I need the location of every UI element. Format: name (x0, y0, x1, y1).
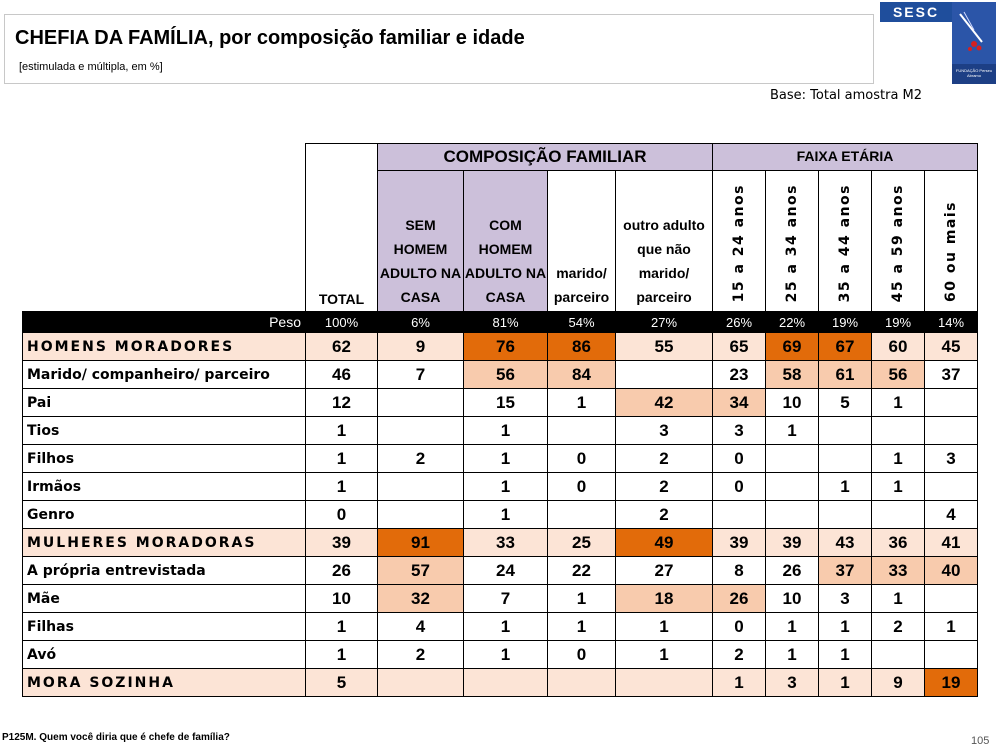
page-number: 105 (971, 735, 990, 747)
table-cell: 1 (306, 445, 378, 473)
row-label: Tios (23, 417, 306, 445)
table-row (23, 389, 978, 417)
table-cell: 3 (766, 669, 819, 697)
table-cell: 1 (464, 501, 548, 529)
table-cell: 7 (378, 361, 464, 389)
table-cell (925, 585, 978, 613)
table-cell: 39 (306, 529, 378, 557)
peso-label: Peso (23, 312, 306, 333)
table-cell: 61 (819, 361, 872, 389)
col-header-25-34-text: 25 a 34 anos (784, 183, 800, 302)
table-cell: 23 (713, 361, 766, 389)
table-cell: 2 (616, 501, 713, 529)
table-cell: 10 (306, 585, 378, 613)
table-cell (766, 445, 819, 473)
row-label: Genro (23, 501, 306, 529)
table-cell: 2 (616, 473, 713, 501)
peso-cell: 27% (616, 312, 713, 333)
table-cell: 39 (713, 529, 766, 557)
table-cell: 1 (819, 641, 872, 669)
page-subtitle: [estimulada e múltipla, em %] (19, 61, 163, 73)
table-cell: 2 (872, 613, 925, 641)
table-cell: 36 (872, 529, 925, 557)
table-cell (925, 389, 978, 417)
feather-icon (952, 2, 996, 64)
table-cell: 4 (378, 613, 464, 641)
table-cell: 1 (306, 613, 378, 641)
col-header-45-59 (872, 171, 925, 312)
table-cell: 3 (616, 417, 713, 445)
table-cell: 1 (819, 613, 872, 641)
table-cell: 19 (925, 669, 978, 697)
table-cell (766, 473, 819, 501)
table-cell (378, 473, 464, 501)
table-cell: 56 (464, 361, 548, 389)
table-cell: 2 (378, 641, 464, 669)
peso-cell: 81% (464, 312, 548, 333)
group-row (23, 529, 978, 557)
table-cell (819, 501, 872, 529)
table-cell: 46 (306, 361, 378, 389)
table-cell: 22 (548, 557, 616, 585)
table-cell: 37 (819, 557, 872, 585)
table-cell: 1 (766, 641, 819, 669)
table-cell: 12 (306, 389, 378, 417)
table-cell: 1 (306, 417, 378, 445)
table-cell: 55 (616, 333, 713, 361)
table-cell: 1 (616, 641, 713, 669)
col-header-outro: outro adulto que não marido/ parceiro (616, 171, 713, 312)
table-cell (548, 417, 616, 445)
table-cell: 18 (616, 585, 713, 613)
table-cell: 42 (616, 389, 713, 417)
table-row (23, 585, 978, 613)
table-cell: 1 (766, 613, 819, 641)
table-cell: 0 (548, 445, 616, 473)
table-cell: 0 (548, 641, 616, 669)
table-row (23, 417, 978, 445)
group-header-composicao (378, 144, 713, 171)
table-cell: 84 (548, 361, 616, 389)
row-label: MORA SOZINHA (23, 669, 306, 697)
col-header-sem-homem: SEM HOMEM ADULTO NA CASA (378, 171, 464, 312)
table-cell: 33 (464, 529, 548, 557)
table-cell: 2 (378, 445, 464, 473)
peso-cell: 6% (378, 312, 464, 333)
col-header-total: TOTAL (306, 144, 378, 312)
table-cell: 2 (713, 641, 766, 669)
table-cell: 1 (925, 613, 978, 641)
table-cell: 86 (548, 333, 616, 361)
peso-cell: 100% (306, 312, 378, 333)
table-cell: 1 (872, 585, 925, 613)
row-label: HOMENS MORADORES (23, 333, 306, 361)
row-label: Pai (23, 389, 306, 417)
table-cell: 1 (548, 613, 616, 641)
row-label: Filhos (23, 445, 306, 473)
table-cell: 41 (925, 529, 978, 557)
table-cell: 1 (548, 585, 616, 613)
table-cell (766, 501, 819, 529)
table-cell: 76 (464, 333, 548, 361)
table-cell (925, 417, 978, 445)
table-cell (872, 641, 925, 669)
table-cell: 26 (766, 557, 819, 585)
table-cell: 67 (819, 333, 872, 361)
table-cell (616, 361, 713, 389)
col-header-15-24-text: 15 a 24 anos (731, 183, 747, 302)
table-cell (819, 445, 872, 473)
table-cell (925, 473, 978, 501)
table-cell: 2 (616, 445, 713, 473)
table-cell: 4 (925, 501, 978, 529)
table-cell: 15 (464, 389, 548, 417)
table-cell (713, 501, 766, 529)
table-cell: 0 (713, 473, 766, 501)
table-row (23, 501, 978, 529)
row-label: Mãe (23, 585, 306, 613)
col-header-60-text: 60 ou mais (943, 201, 959, 302)
group-row (23, 669, 978, 697)
table-cell: 91 (378, 529, 464, 557)
col-header-60 (925, 171, 978, 312)
table-row (23, 473, 978, 501)
blank-corner-2 (23, 171, 306, 312)
table-cell (872, 501, 925, 529)
table-cell: 0 (713, 613, 766, 641)
table-cell: 26 (713, 585, 766, 613)
table-cell: 10 (766, 389, 819, 417)
title-box (4, 14, 874, 84)
table-cell: 3 (819, 585, 872, 613)
table-cell: 40 (925, 557, 978, 585)
table-cell: 1 (306, 641, 378, 669)
row-label: A própria entrevistada (23, 557, 306, 585)
table-cell (378, 389, 464, 417)
table-cell: 7 (464, 585, 548, 613)
table-cell: 1 (819, 473, 872, 501)
table-cell: 33 (872, 557, 925, 585)
table-cell: 58 (766, 361, 819, 389)
table-cell: 26 (306, 557, 378, 585)
table-cell: 65 (713, 333, 766, 361)
blank-corner (23, 144, 306, 171)
table-cell: 1 (819, 669, 872, 697)
table-cell: 25 (548, 529, 616, 557)
peso-row (23, 312, 978, 333)
base-note: Base: Total amostra M2 (770, 88, 923, 103)
table-cell: 27 (616, 557, 713, 585)
group-faixa-label: FAIXA ETÁRIA (796, 148, 894, 164)
row-label: Marido/ companheiro/ parceiro (23, 361, 306, 389)
table-cell: 9 (378, 333, 464, 361)
col-header-15-24 (713, 171, 766, 312)
question-footnote: P125M. Quem você diria que é chefe de família? (2, 732, 230, 743)
table-cell: 1 (464, 417, 548, 445)
table-cell: 1 (464, 613, 548, 641)
table-cell: 1 (872, 389, 925, 417)
table-cell (925, 641, 978, 669)
logo-caption: FUNDAÇÃO Perseu Abramo (955, 68, 993, 78)
table-cell: 60 (872, 333, 925, 361)
table-cell: 32 (378, 585, 464, 613)
data-table (22, 143, 978, 697)
table-cell: 5 (819, 389, 872, 417)
table-cell: 57 (378, 557, 464, 585)
table-row (23, 445, 978, 473)
table-cell: 1 (464, 473, 548, 501)
table-cell: 1 (872, 445, 925, 473)
table-cell: 3 (925, 445, 978, 473)
col-header-25-34 (766, 171, 819, 312)
table-cell (819, 417, 872, 445)
peso-cell: 26% (713, 312, 766, 333)
table-cell: 5 (306, 669, 378, 697)
table-cell (548, 669, 616, 697)
table-cell: 3 (713, 417, 766, 445)
table-cell: 49 (616, 529, 713, 557)
table-cell: 24 (464, 557, 548, 585)
table-row (23, 641, 978, 669)
peso-cell: 54% (548, 312, 616, 333)
page-title: CHEFIA DA FAMÍLIA, por composição familiar e idade (15, 27, 525, 49)
peso-cell: 19% (872, 312, 925, 333)
table-cell: 1 (464, 445, 548, 473)
table-cell: 69 (766, 333, 819, 361)
table-cell (616, 669, 713, 697)
row-label: Avó (23, 641, 306, 669)
fundacao-logo-icon (952, 2, 996, 84)
table-cell (548, 501, 616, 529)
table-row (23, 613, 978, 641)
sesc-logo: SESC (880, 2, 952, 22)
table-cell (378, 669, 464, 697)
col-header-45-59-text: 45 a 59 anos (890, 183, 906, 302)
table-cell: 0 (713, 445, 766, 473)
table-cell: 1 (872, 473, 925, 501)
table-cell: 1 (548, 389, 616, 417)
col-header-marido: marido/ parceiro (548, 171, 616, 312)
col-header-35-44-text: 35 a 44 anos (837, 183, 853, 302)
table-cell (378, 501, 464, 529)
table-cell: 0 (306, 501, 378, 529)
peso-cell: 19% (819, 312, 872, 333)
table-cell: 1 (766, 417, 819, 445)
table-cell: 0 (548, 473, 616, 501)
group-row (23, 333, 978, 361)
table-cell: 45 (925, 333, 978, 361)
col-header-com-homem: COM HOMEM ADULTO NA CASA (464, 171, 548, 312)
table-cell: 1 (616, 613, 713, 641)
table-cell: 34 (713, 389, 766, 417)
table-cell: 37 (925, 361, 978, 389)
row-label: MULHERES MORADORAS (23, 529, 306, 557)
table-cell: 39 (766, 529, 819, 557)
peso-cell: 14% (925, 312, 978, 333)
table-cell (378, 417, 464, 445)
table-row (23, 557, 978, 585)
table-cell: 9 (872, 669, 925, 697)
table-cell (464, 669, 548, 697)
table-cell (872, 417, 925, 445)
table-cell: 1 (464, 641, 548, 669)
peso-cell: 22% (766, 312, 819, 333)
group-header-faixa (713, 144, 978, 171)
row-label: Filhas (23, 613, 306, 641)
table-cell: 56 (872, 361, 925, 389)
col-header-35-44 (819, 171, 872, 312)
table-row (23, 361, 978, 389)
table-cell: 62 (306, 333, 378, 361)
table-cell: 1 (306, 473, 378, 501)
table-cell: 1 (713, 669, 766, 697)
row-label: Irmãos (23, 473, 306, 501)
table-cell: 8 (713, 557, 766, 585)
group-composicao-label: COMPOSIÇÃO FAMILIAR (443, 147, 647, 166)
table-cell: 43 (819, 529, 872, 557)
table-cell: 10 (766, 585, 819, 613)
